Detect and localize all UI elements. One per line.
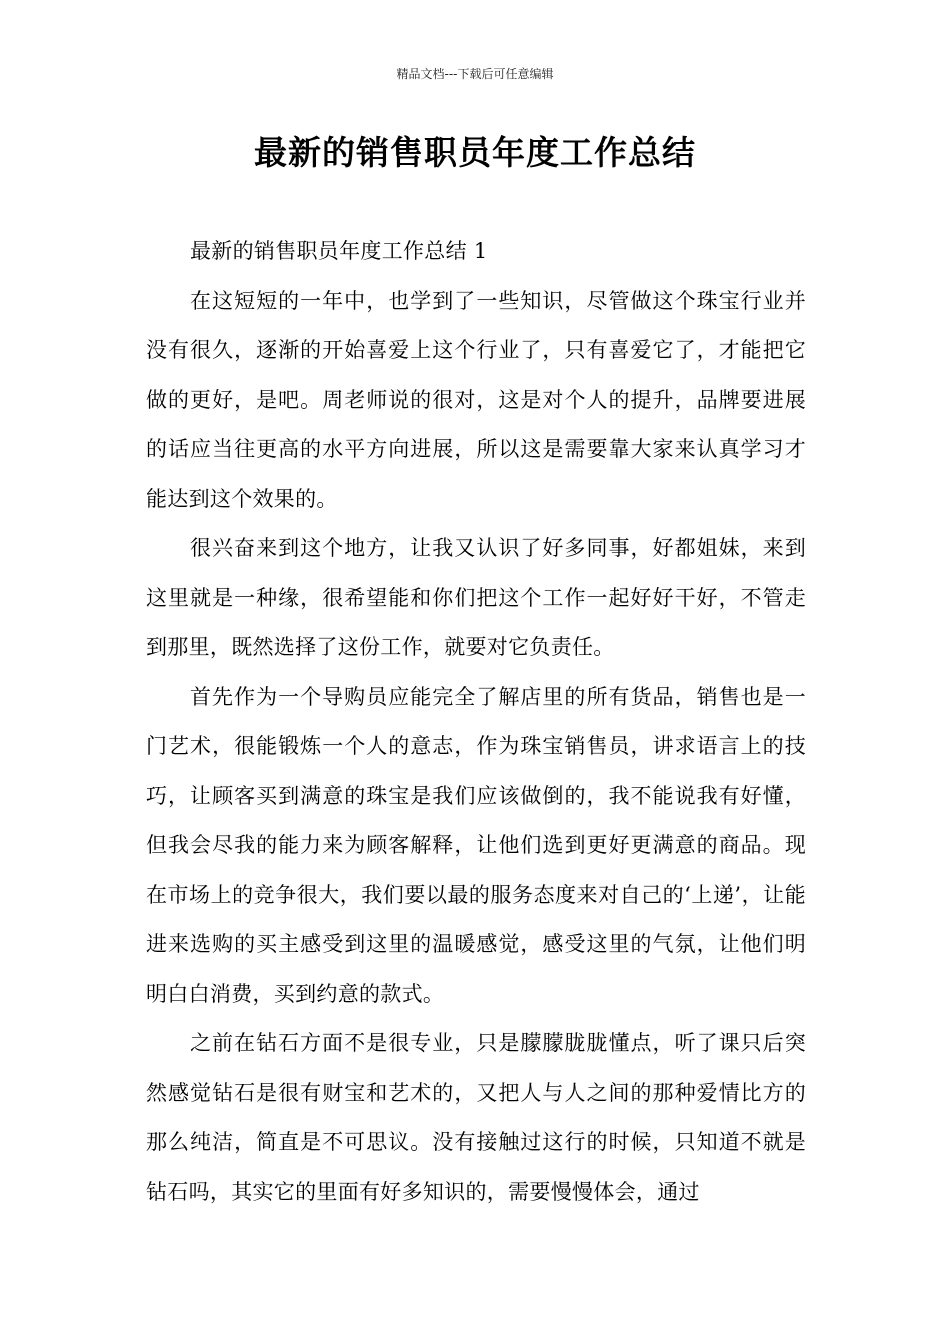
header-note: 精品文档---下载后可任意编辑 <box>396 67 554 81</box>
paragraph-1: 在这短短的一年中，也学到了一些知识，尽管做这个珠宝行业并没有很久，逐渐的开始喜爱上这个行业了，只有喜爱它了，才能把它做的更好，是吧。周老师说的很对，这是对个人的提升，品牌要进展的话应当往更高的水平方向进展，所以这是需要靠大家来认真学习才能达到这个效果的。 <box>146 288 806 511</box>
paragraph-4: 之前在钻石方面不是很专业，只是朦朦胧胧懂点，听了课只后突然感觉钻石是很有财宝和艺术的，又把人与人之间的那种爱情比方的那么纯洁，简直是不可思议。没有接触过这行的时候，只知道不就是钻石吗，其实它的里面有好多知识的，需要慢慢体会，通过 <box>146 1031 806 1204</box>
section-subtitle: 最新的销售职员年度工作总结 1 <box>190 239 488 263</box>
paragraph-2: 很兴奋来到这个地方，让我又认识了好多同事，好都姐妹，来到这里就是一种缘，很希望能和你们把这个工作一起好好干好，不管走到那里，既然选择了这份工作，就要对它负责任。 <box>146 536 806 659</box>
document-title: 最新的销售职员年度工作总结 <box>254 133 696 172</box>
paragraph-3: 首先作为一个导购员应能完全了解店里的所有货品，销售也是一门艺术，很能锻炼一个人的意志，作为珠宝销售员，讲求语言上的技巧，让顾客买到满意的珠宝是我们应该做倒的，我不能说我有好懂，但我会尽我的能力来为顾客解释，让他们选到更好更满意的商品。现在市场上的竞争很大，我们要以最的服务态度来对自己的‘上递’，让能进来选购的买主感受到这里的温暖感觉，感受这里的气氛，让他们明明白白消费，买到约意的款式。 <box>146 684 806 1006</box>
document-body <box>146 227 806 1217</box>
